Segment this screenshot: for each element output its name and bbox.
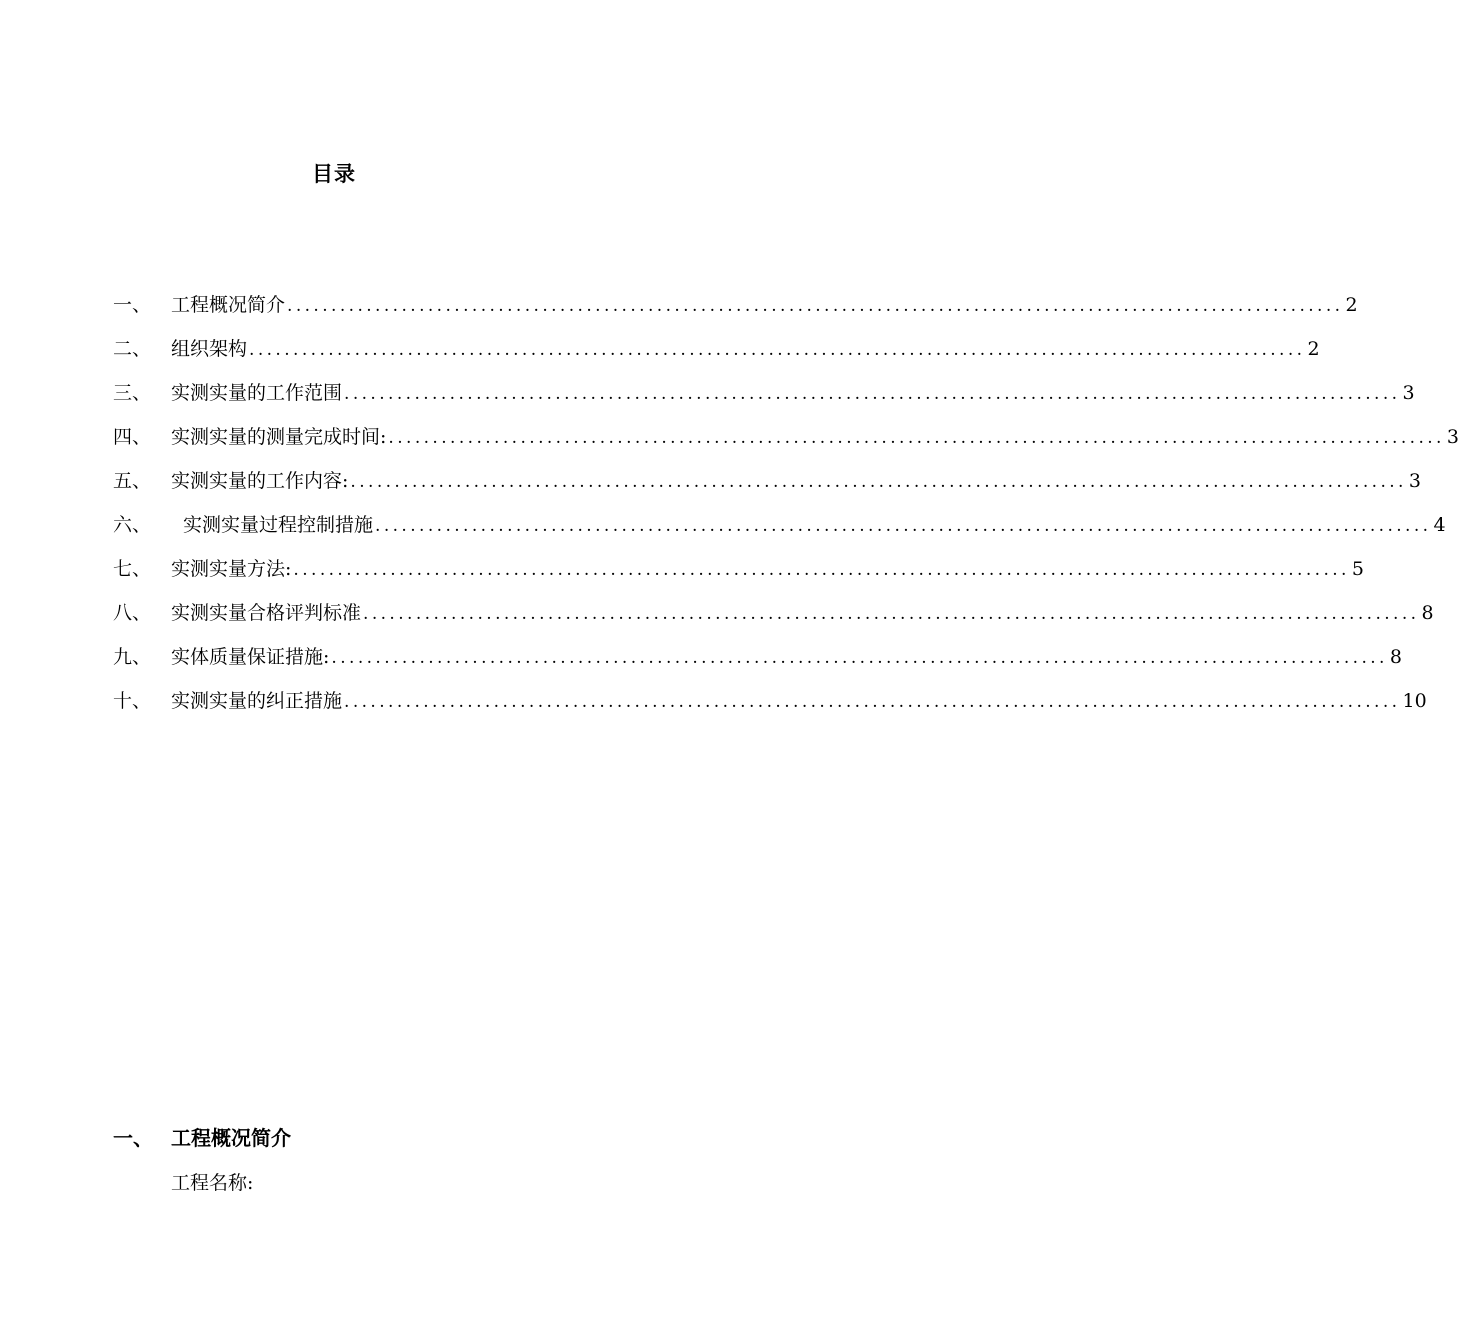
toc-entry-number: 九、 <box>113 646 152 668</box>
toc-entry-page: 10 <box>1402 690 1427 712</box>
toc-leader-dots: ........................................................................................................................ <box>388 428 1445 448</box>
toc-entry-page: 8 <box>1389 646 1402 668</box>
toc-entry-number: 三、 <box>113 382 152 404</box>
toc-entry-text: 组织架构 <box>171 338 248 360</box>
toc-entry-text: 实测实量的工作范围 <box>171 382 343 404</box>
section-heading <box>113 1122 291 1151</box>
toc-list <box>113 288 1459 728</box>
project-name-label: 工程名称: <box>171 1172 254 1194</box>
toc-leader-dots: ........................................................................................................................ <box>350 472 1407 492</box>
toc-entry-number: 六、 <box>113 514 152 536</box>
toc-entry-text: 实测实量方法: <box>171 558 292 580</box>
toc-entry-text: 实测实量的工作内容: <box>171 470 349 492</box>
toc-leader-dots: ........................................................................................................................ <box>249 340 1306 360</box>
toc-entry-page: 5 <box>1351 558 1364 580</box>
section-heading-number: 一、 <box>113 1126 153 1150</box>
toc-leader-dots: ........................................................................................................................ <box>344 692 1401 712</box>
toc-leader-dots: ........................................................................................................................ <box>287 296 1344 316</box>
toc-entry-text: 实测实量的纠正措施 <box>171 690 343 712</box>
toc-entry-page: 2 <box>1307 338 1320 360</box>
toc-entry-page: 3 <box>1408 470 1421 492</box>
toc-entry-page: 3 <box>1402 382 1415 404</box>
toc-entry-text: 工程概况简介 <box>171 294 286 316</box>
toc-leader-dots: ........................................................................................................................ <box>375 516 1432 536</box>
toc-entry[interactable] <box>113 684 1427 728</box>
toc-entry-page: 3 <box>1446 426 1459 448</box>
toc-entry-text: 实测实量过程控制措施 <box>183 514 374 536</box>
toc-entry[interactable] <box>113 552 1364 596</box>
toc-entry[interactable] <box>113 376 1415 420</box>
toc-entry-text: 实测实量合格评判标准 <box>171 602 362 624</box>
toc-entry-number: 四、 <box>113 426 152 448</box>
toc-title: 目录 <box>312 162 356 186</box>
section-heading-text: 工程概况简介 <box>171 1126 291 1150</box>
toc-entry[interactable] <box>113 420 1459 464</box>
toc-entry[interactable] <box>113 464 1421 508</box>
toc-entry-number: 十、 <box>113 690 152 712</box>
toc-entry-page: 2 <box>1345 294 1358 316</box>
toc-entry[interactable] <box>113 596 1434 640</box>
toc-entry-text: 实体质量保证措施: <box>171 646 330 668</box>
toc-entry-number: 八、 <box>113 602 152 624</box>
toc-entry-number: 二、 <box>113 338 152 360</box>
toc-leader-dots: ........................................................................................................................ <box>363 604 1420 624</box>
toc-entry-text: 实测实量的测量完成时间: <box>171 426 387 448</box>
toc-entry[interactable] <box>113 332 1320 376</box>
toc-leader-dots: ........................................................................................................................ <box>331 648 1388 668</box>
toc-leader-dots: ........................................................................................................................ <box>293 560 1350 580</box>
toc-entry-page: 4 <box>1433 514 1446 536</box>
toc-entry[interactable] <box>113 288 1358 332</box>
toc-entry-number: 五、 <box>113 470 152 492</box>
toc-entry-number: 一、 <box>113 294 152 316</box>
toc-entry-number: 七、 <box>113 558 152 580</box>
toc-entry[interactable] <box>113 508 1446 552</box>
toc-entry[interactable] <box>113 640 1402 684</box>
toc-entry-page: 8 <box>1421 602 1434 624</box>
toc-leader-dots: ........................................................................................................................ <box>344 384 1401 404</box>
